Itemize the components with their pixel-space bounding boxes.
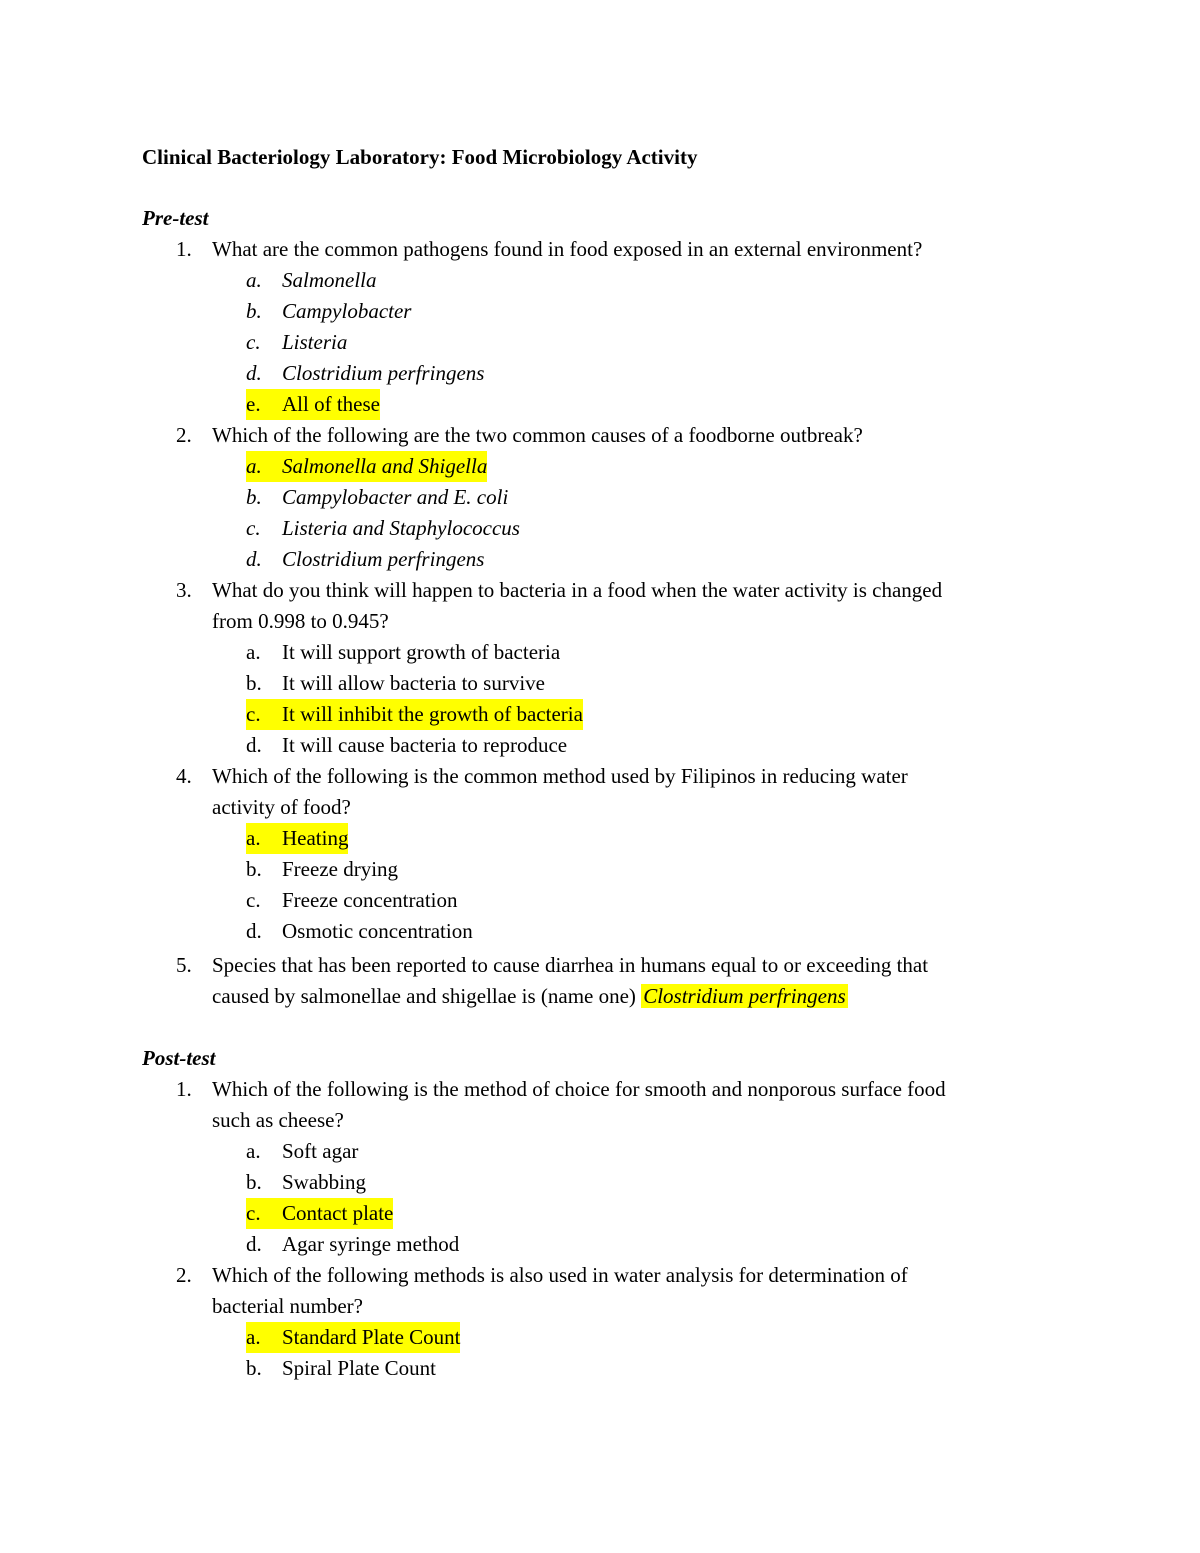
option-letter: c. xyxy=(246,1198,276,1229)
question-number: 5. xyxy=(176,953,192,977)
question-text: such as cheese? xyxy=(212,1108,344,1132)
answer-highlighted: Clostridium perfringens xyxy=(643,984,846,1008)
question-text: Which of the following is the common method used by Filipinos in reducing water xyxy=(212,764,908,788)
option-letter: b. xyxy=(246,485,262,509)
posttest-heading: Post-test xyxy=(142,1046,216,1070)
question-text: caused by salmonellae and shigellae is (name one) xyxy=(212,984,636,1008)
option-text: Swabbing xyxy=(282,1170,366,1194)
option-text: Listeria and Staphylococcus xyxy=(282,516,520,540)
option-text: It will cause bacteria to reproduce xyxy=(282,733,568,757)
option-letter: c. xyxy=(246,888,261,912)
option-letter: a. xyxy=(246,640,261,664)
option-letter: a. xyxy=(246,823,276,854)
question-number: 4. xyxy=(176,764,192,788)
question-text-with-answer xyxy=(212,981,848,1012)
question-number: 1. xyxy=(176,1077,192,1101)
option-text-highlighted: Standard Plate Count xyxy=(276,1322,460,1353)
option-letter: a. xyxy=(246,451,276,482)
option-text-highlighted: Heating xyxy=(276,823,348,854)
option-text: Spiral Plate Count xyxy=(282,1356,436,1380)
option-letter: d. xyxy=(246,361,262,385)
question-number: 2. xyxy=(176,423,192,447)
option-letter: b. xyxy=(246,299,262,323)
option-text-highlighted: All of these xyxy=(276,389,380,420)
question-number: 3. xyxy=(176,578,192,602)
question-text: activity of food? xyxy=(212,795,351,819)
option-letter: a. xyxy=(246,1322,276,1353)
question-text: bacterial number? xyxy=(212,1294,363,1318)
question-number: 1. xyxy=(176,237,192,261)
option-text: Soft agar xyxy=(282,1139,359,1163)
option-text: Campylobacter and E. coli xyxy=(282,485,509,509)
document-title: Clinical Bacteriology Laboratory: Food Microbiology Activity xyxy=(142,145,698,169)
option-text: Osmotic concentration xyxy=(282,919,473,943)
option-letter: b. xyxy=(246,1170,262,1194)
option-letter: c. xyxy=(246,516,261,540)
question-text: Which of the following methods is also used in water analysis for determination of xyxy=(212,1263,908,1287)
question-text: What are the common pathogens found in food exposed in an external environment? xyxy=(212,237,923,261)
pretest-heading: Pre-test xyxy=(142,206,209,230)
question-text: Which of the following are the two common causes of a foodborne outbreak? xyxy=(212,423,863,447)
option-text-highlighted: Salmonella and Shigella xyxy=(276,451,487,482)
option-text: It will allow bacteria to survive xyxy=(282,671,546,695)
option-text: Clostridium perfringens xyxy=(282,547,485,571)
question-text: Species that has been reported to cause diarrhea in humans equal to or exceeding that xyxy=(212,953,929,977)
option-text: Campylobacter xyxy=(282,299,412,323)
question-text: What do you think will happen to bacteria in a food when the water activity is changed xyxy=(212,578,943,602)
option-letter: b. xyxy=(246,857,262,881)
option-text: It will support growth of bacteria xyxy=(282,640,561,664)
option-letter: d. xyxy=(246,919,262,943)
option-text: Listeria xyxy=(282,330,348,354)
option-letter: a. xyxy=(246,268,262,292)
option-text-highlighted: Contact plate xyxy=(276,1198,393,1229)
option-letter: c. xyxy=(246,699,276,730)
question-text: Which of the following is the method of choice for smooth and nonporous surface food xyxy=(212,1077,946,1101)
option-letter: b. xyxy=(246,671,262,695)
option-text: Freeze concentration xyxy=(282,888,458,912)
question-number: 2. xyxy=(176,1263,192,1287)
option-letter: a. xyxy=(246,1139,261,1163)
option-text-highlighted: It will inhibit the growth of bacteria xyxy=(276,699,583,730)
option-letter: d. xyxy=(246,733,262,757)
option-letter: c. xyxy=(246,330,261,354)
question-text: from 0.998 to 0.945? xyxy=(212,609,389,633)
option-letter: b. xyxy=(246,1356,262,1380)
option-text: Salmonella xyxy=(282,268,377,292)
option-letter: e. xyxy=(246,389,276,420)
option-text: Freeze drying xyxy=(282,857,399,881)
option-letter: d. xyxy=(246,1232,262,1256)
option-text: Clostridium perfringens xyxy=(282,361,485,385)
option-text: Agar syringe method xyxy=(282,1232,460,1256)
option-letter: d. xyxy=(246,547,262,571)
